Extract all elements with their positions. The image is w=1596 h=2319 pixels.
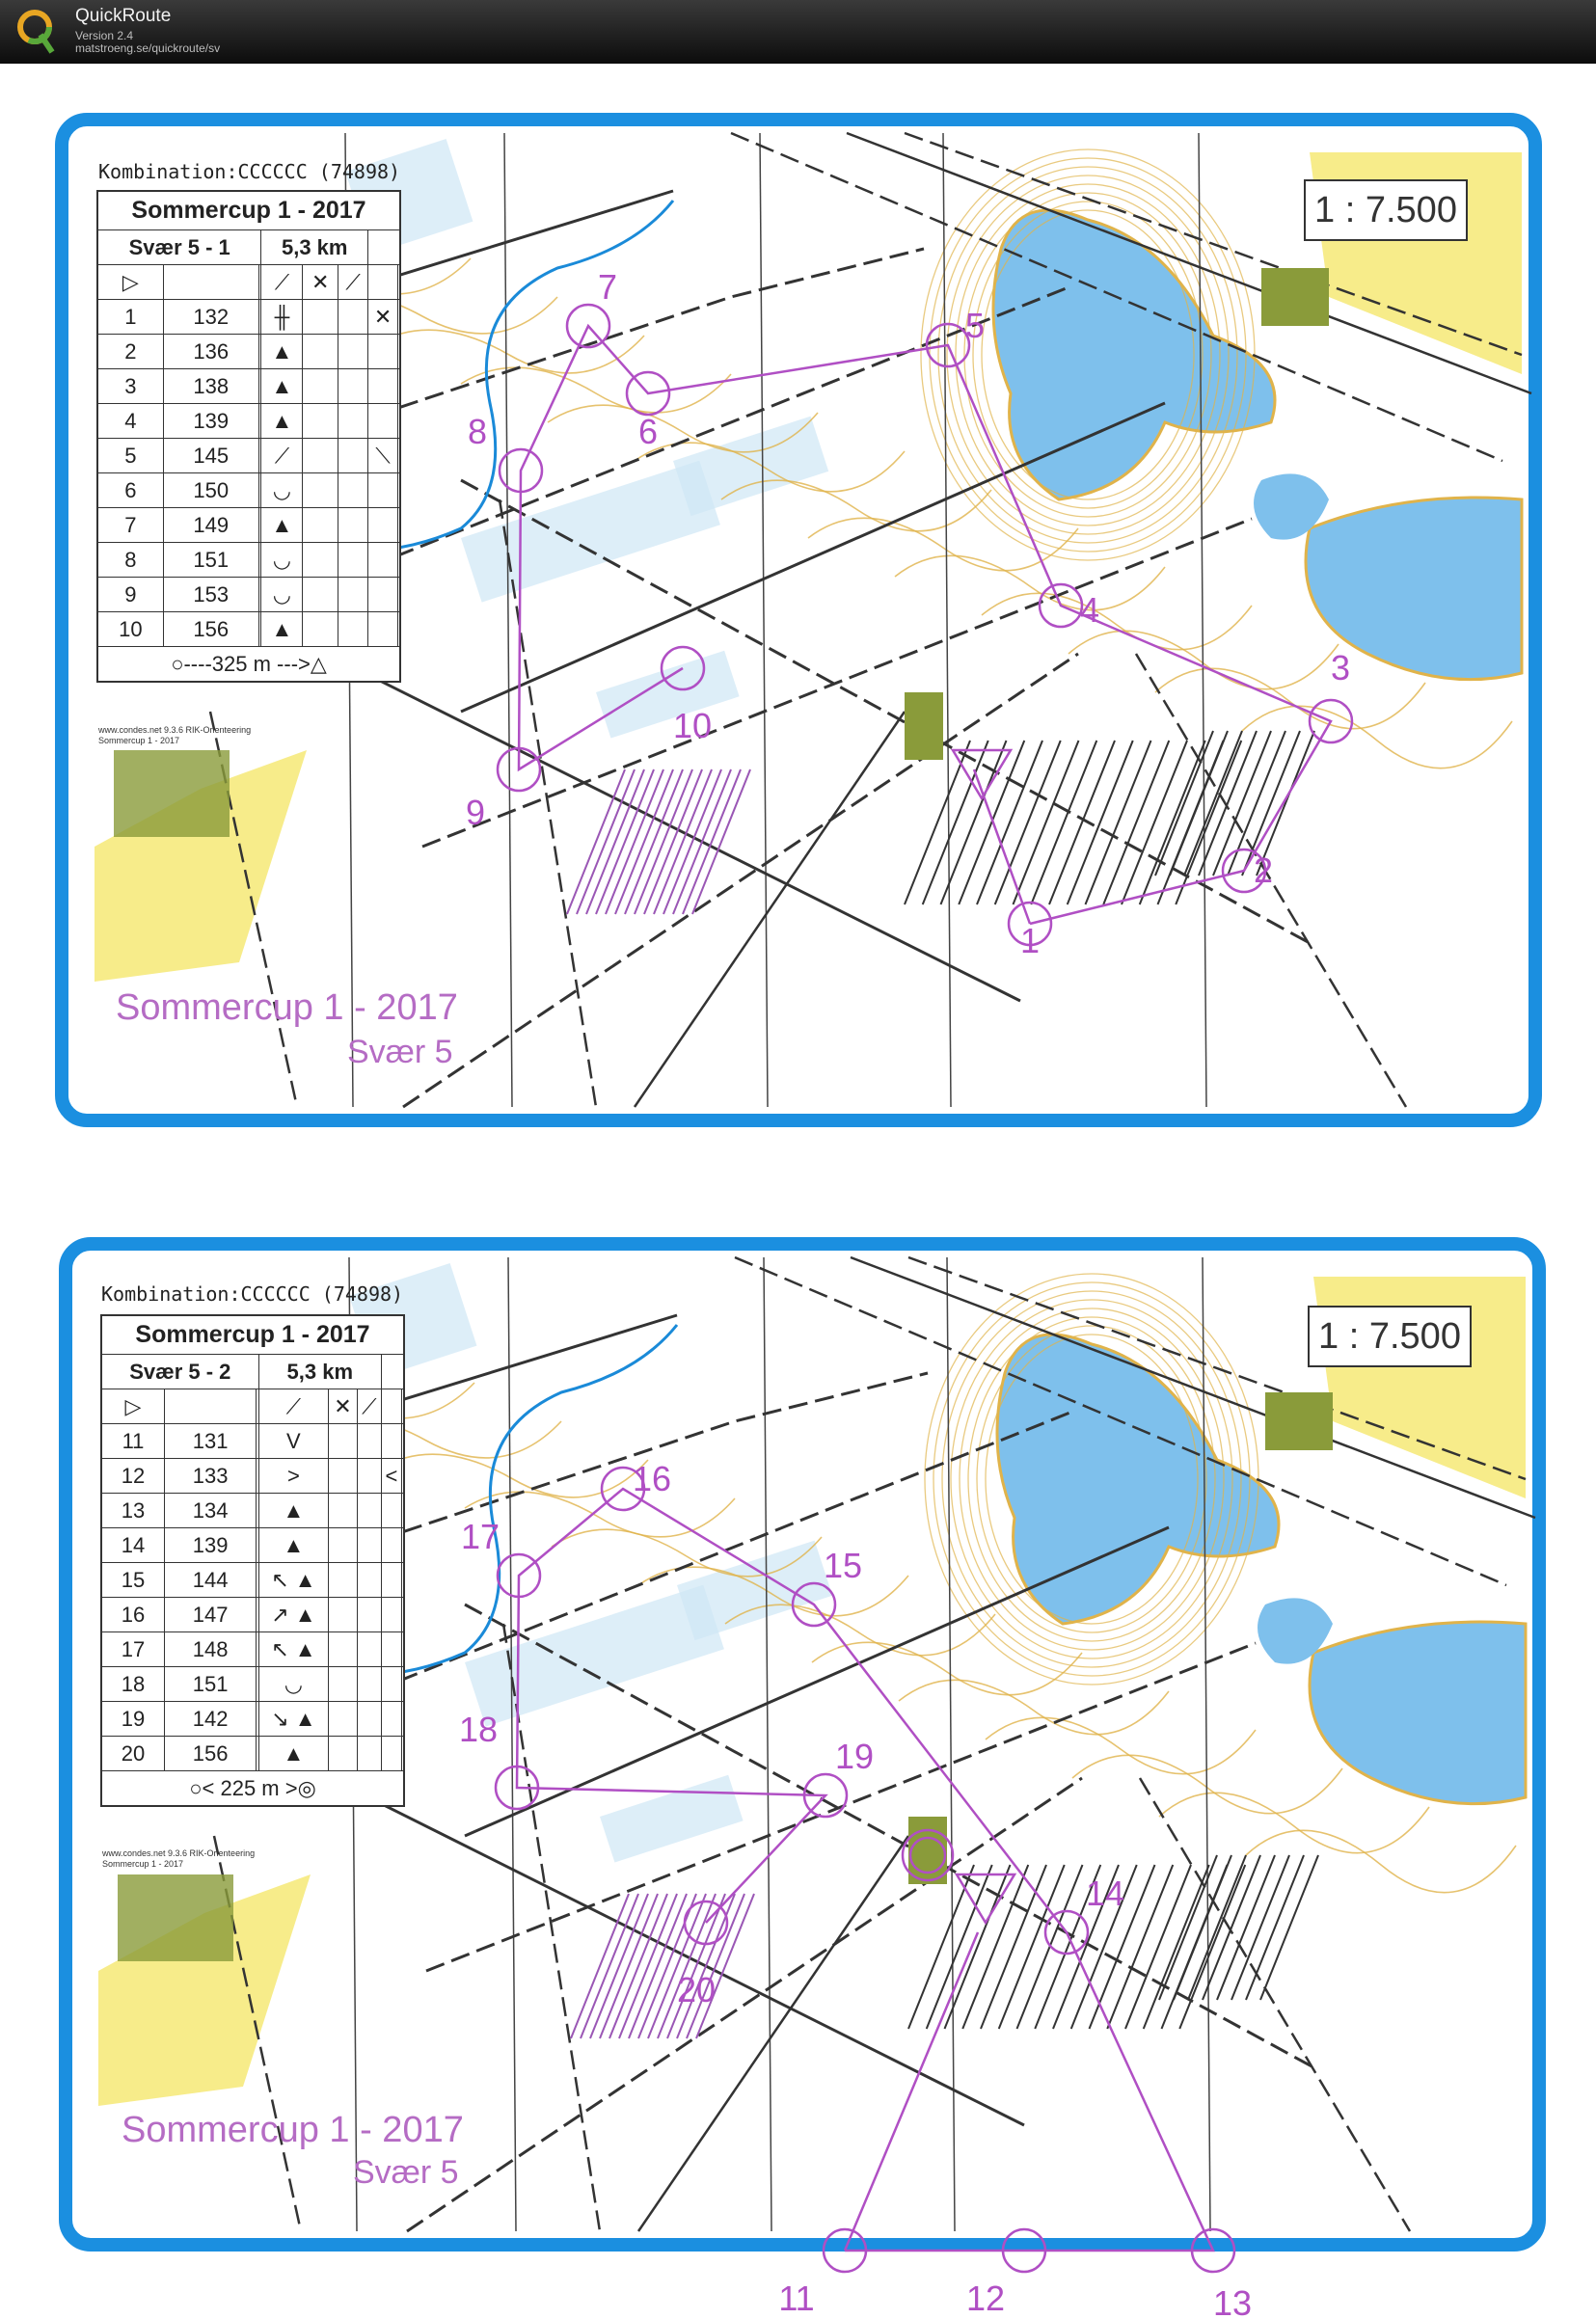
control-code: 136 [163,335,258,369]
detail-symbol [368,473,398,508]
control-label: 8 [467,412,488,451]
footer-course: Svær 5 [347,1034,453,1070]
start-triangle-icon: ▷ [101,1389,165,1424]
building [908,1817,947,1884]
detail-symbol [368,369,398,404]
slash-icon: ⟋ [258,1389,328,1424]
control-label: 1 [1019,921,1041,960]
credit-line-2: Sommercup 1 - 2017 [102,1859,184,1869]
control-label: 19 [834,1737,875,1776]
feature-symbol: ▲ [261,369,303,404]
detail-symbol: < [381,1459,401,1494]
app-url[interactable]: matstroeng.se/quickroute/sv [75,41,221,55]
control-label: 12 [965,2279,1006,2318]
control-row [97,508,400,543]
control-label: 20 [676,1970,717,2009]
slash-icon: ⟋ [338,265,368,300]
feature-symbol: ↖ ▲ [258,1632,328,1667]
detail-symbol [381,1528,401,1563]
feature-symbol: ↗ ▲ [258,1598,328,1632]
control-row [97,473,400,508]
feature-symbol: ◡ [261,473,303,508]
control-code: 139 [165,1528,257,1563]
control-label: 11 [778,2279,815,2318]
control-number: 17 [101,1632,165,1667]
control-number: 4 [97,404,163,439]
detail-symbol [381,1494,401,1528]
map-scale: 1 : 7.500 [1304,179,1468,241]
control-label: 6 [637,412,659,451]
feature-symbol: ↖ ▲ [258,1563,328,1598]
detail-symbol: ⟍ [368,439,398,473]
control-code: 151 [163,543,258,578]
control-code: 138 [163,369,258,404]
control-row [101,1424,404,1459]
course-length: 5,3 km [261,230,368,265]
feature-symbol: > [258,1459,328,1494]
control-row [97,300,400,335]
feature-symbol: ╫ [261,300,303,335]
detail-symbol [381,1737,401,1771]
control-number: 16 [101,1598,165,1632]
feature-symbol: V [258,1424,328,1459]
control-number: 15 [101,1563,165,1598]
control-row [101,1667,404,1702]
slash-icon: ⟋ [357,1389,381,1424]
control-label: 9 [465,793,486,832]
control-description-table [100,1314,405,1807]
building [114,750,230,837]
control-number: 8 [97,543,163,578]
control-label: 16 [632,1459,672,1498]
detail-symbol [368,508,398,543]
control-row [101,1598,404,1632]
footer-event: Sommercup 1 - 2017 [116,987,458,1028]
feature-symbol: ▲ [261,612,303,647]
feature-symbol: ◡ [261,543,303,578]
feature-symbol: ▲ [261,335,303,369]
feature-symbol: ↘ ▲ [258,1702,328,1737]
control-label: 14 [1085,1874,1125,1913]
control-row [97,335,400,369]
control-code: 131 [165,1424,257,1459]
control-code: 151 [165,1667,257,1702]
control-number: 18 [101,1667,165,1702]
feature-symbol: ◡ [258,1667,328,1702]
detail-symbol [368,543,398,578]
app-titlebar [0,0,1596,64]
map-scale: 1 : 7.500 [1308,1306,1472,1367]
control-label: 18 [458,1710,499,1749]
credit-text [98,725,251,746]
combination-label: Kombination:CCCCCC (74898) [101,1282,404,1306]
control-number: 19 [101,1702,165,1737]
building [1261,268,1329,326]
control-number: 14 [101,1528,165,1563]
building [905,692,943,760]
control-number: 20 [101,1737,165,1771]
control-number: 11 [101,1424,165,1459]
control-label: 15 [823,1546,863,1585]
control-number: 5 [97,439,163,473]
credit-line-1: www.condes.net 9.3.6 RIK-Orienteering [102,1848,256,1858]
detail-symbol [368,612,398,647]
control-number: 9 [97,578,163,612]
detail-symbol [381,1563,401,1598]
detail-symbol [381,1424,401,1459]
building [1265,1392,1333,1450]
control-label: 17 [460,1517,500,1556]
control-row [101,1632,404,1667]
control-number: 3 [97,369,163,404]
event-title: Sommercup 1 - 2017 [101,1315,404,1355]
event-title: Sommercup 1 - 2017 [97,191,400,230]
feature-symbol: ▲ [258,1737,328,1771]
control-row [101,1702,404,1737]
course-length: 5,3 km [258,1355,381,1389]
feature-symbol: ▲ [261,404,303,439]
control-row [101,1737,404,1771]
feature-symbol: ▲ [261,508,303,543]
control-label: 10 [672,706,713,745]
control-label: 5 [964,306,986,345]
detail-symbol [368,335,398,369]
quickroute-logo-icon [15,8,58,56]
control-row [101,1459,404,1494]
control-row [101,1528,404,1563]
control-row [97,439,400,473]
control-code: 153 [163,578,258,612]
building [118,1874,233,1961]
detail-symbol [368,404,398,439]
control-code: 149 [163,508,258,543]
control-code: 142 [165,1702,257,1737]
detail-symbol: ✕ [368,300,398,335]
control-code: 144 [165,1563,257,1598]
control-row [97,578,400,612]
detail-symbol [381,1632,401,1667]
control-row [97,404,400,439]
cross-icon: ✕ [303,265,338,300]
finish-row: ○----325 m --->△ [97,647,400,683]
control-code: 145 [163,439,258,473]
control-row [97,612,400,647]
feature-symbol: ▲ [258,1528,328,1563]
detail-symbol [381,1598,401,1632]
control-label: 4 [1079,590,1100,630]
control-number: 7 [97,508,163,543]
control-code: 156 [163,612,258,647]
control-row [101,1494,404,1528]
footer-event: Sommercup 1 - 2017 [122,2110,464,2150]
detail-symbol [381,1667,401,1702]
control-code: 134 [165,1494,257,1528]
control-label: 7 [597,267,618,307]
combination-label: Kombination:CCCCCC (74898) [98,160,401,183]
control-number: 13 [101,1494,165,1528]
app-version: Version 2.4 [75,29,134,42]
control-code: 132 [163,300,258,335]
control-number: 10 [97,612,163,647]
control-row [97,369,400,404]
control-code: 148 [165,1632,257,1667]
control-code: 150 [163,473,258,508]
footer-course: Svær 5 [353,2154,459,2191]
course-name: Svær 5 - 1 [97,230,261,265]
control-label: 3 [1330,648,1351,688]
control-label: 2 [1253,850,1274,890]
feature-symbol: ▲ [258,1494,328,1528]
control-description-table [96,190,401,683]
finish-row: ○< 225 m >◎ [101,1771,404,1807]
credit-line-2: Sommercup 1 - 2017 [98,736,180,745]
control-number: 1 [97,300,163,335]
control-row [101,1563,404,1598]
control-number: 6 [97,473,163,508]
app-name: QuickRoute [75,6,172,26]
control-label: 13 [1212,2283,1253,2319]
credit-text [102,1848,255,1870]
slash-icon: ⟋ [261,265,303,300]
feature-symbol: ◡ [261,578,303,612]
control-number: 2 [97,335,163,369]
control-number: 12 [101,1459,165,1494]
course-name: Svær 5 - 2 [101,1355,258,1389]
control-row [97,543,400,578]
feature-symbol: ⟋ [261,439,303,473]
start-triangle-icon: ▷ [97,265,163,300]
control-code: 139 [163,404,258,439]
detail-symbol [368,578,398,612]
credit-line-1: www.condes.net 9.3.6 RIK-Orienteering [98,725,252,735]
control-code: 156 [165,1737,257,1771]
detail-symbol [381,1702,401,1737]
control-code: 147 [165,1598,257,1632]
control-code: 133 [165,1459,257,1494]
cross-icon: ✕ [329,1389,358,1424]
